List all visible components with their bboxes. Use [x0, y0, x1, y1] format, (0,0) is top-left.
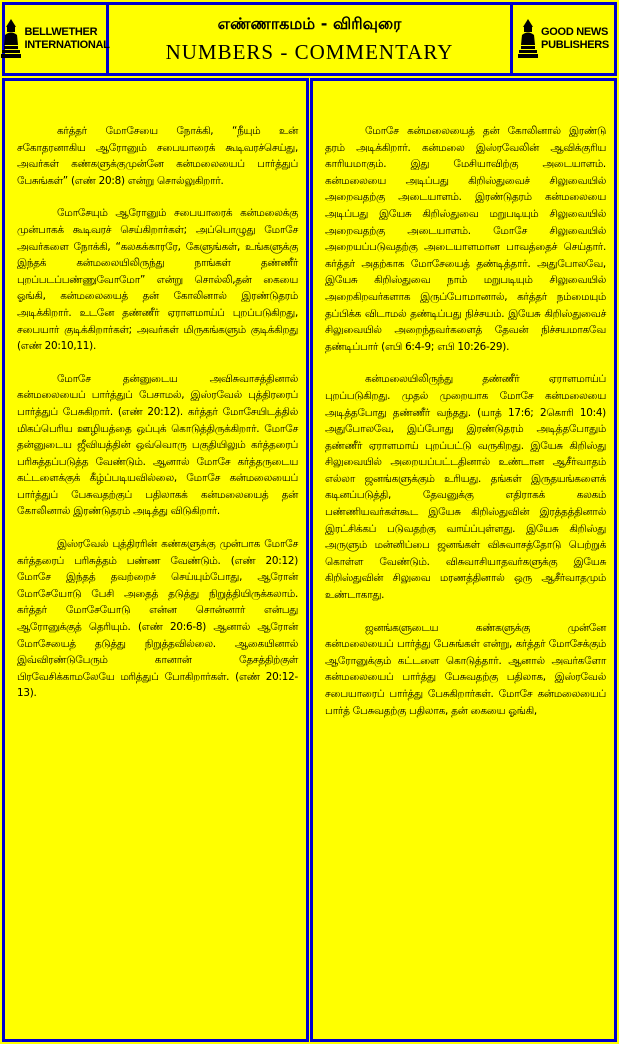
- bell-tower-icon: [518, 19, 538, 59]
- bellwether-logo: [5, 5, 109, 73]
- paragraph: கர்த்தர் மோசேயை நோக்கி, “நீயும் உன் சகோதரனாகிய ஆரோனும் சபையாரைக் கூடிவரச்செய்து, அவர்கள் கண்களுக்குமுன்னே கன்மலையைப் பார்த்துப் பேசுங்கள்” (எண் 20:8) என்று சொல்லுகிறார்.: [17, 125, 298, 187]
- right-logo-line2: PUBLISHERS: [541, 39, 609, 51]
- right-logo-line1: GOOD NEWS: [541, 26, 609, 38]
- right-column: [310, 78, 617, 1042]
- title-english: NUMBERS - COMMENTARY: [165, 40, 454, 64]
- page-header: [2, 2, 617, 76]
- left-logo-line2: INTERNATIONAL: [24, 39, 110, 51]
- paragraph: மோசேயும் ஆரோனும் சபையாரைக் கன்மலைக்கு முன்பாகக் கூடிவரச் செய்கிறார்கள்; அப்பொழுது மோசே அவர்களை நோக்கி, “கலகக்காரரே, கேளுங்கள், உங்களுக்கு இந்தக் கன்மலையிலிருந்து நாங்கள் தண்ணீர் புறப்படப்பண்ணுவோமோ” என்று சொல்லி,தன் கையை ஓங்கி, கன்மலையைத் தன் கோலினால் இரண்டுதரம் அடிக்கிறார். உடனே தண்ணீர் ஏராளமாய்ப் புறப்படுகிறது, சபையார் குடிக்கிறார்கள்; அவர்கள் மிருகங்களும் குடிக்கிறது (எண் 20:10,11).: [17, 207, 298, 353]
- paragraph: இஸ்ரவேல் புத்திரரின் கண்களுக்கு முன்பாக மோசே கர்த்தரைப் பரிசுத்தம் பண்ண வேண்டும். (எண் 20:12) மோசே இந்தத் தவற்றைச் செய்யும்போது, ஆரோன் மோசேயோடு பேசி அதைத் தடுத்து நிறுத்தியிருக்கலாம். கர்த்தர் மோசேயோடு என்ன சொன்னார் என்பது ஆரோனுக்குத் தெரியும். (எண் 20:6-8) ஆனால் ஆரோன் மோசேயைத் தடுத்து நிறுத்தவில்லை. ஆகையினால் இவ்விரண்டுபேரும் கானான் தேசத்திற்குள் பிரவேசிக்காமலேயே மரித்துப் போகிறார்கள். (எண் 20:12-13).: [17, 538, 298, 700]
- title-tamil: எண்ணாகமம் - விரிவுரை: [217, 14, 402, 33]
- left-column: [2, 78, 309, 1042]
- paragraph: மோசே கன்மலையைத் தன் கோலினால் இரண்டு தரம் அடிக்கிறார். கன்மலை இஸ்ரவேலின் ஆவிக்குரிய காரியமாகும். இது மேசியாவிற்கு அடையாளம். கன்மலையை அடிப்பது கிறிஸ்துவைச் சிலுவையில் அறைவதற்கு அடையாளம். இரண்டுதரம் கன்மலையை அடிப்பது இயேசு கிறிஸ்துவை மறுபடியும் சிலுவையில் அறைவதற்கு அடையாளம். மோசே சிலுவையில் அறையப்படுவதற்கு அடையாளமான பாவத்தைச் செய்தார். கர்த்தர் அதற்காக மோசேயைத் தண்டித்தார். அதுபோலவே, இயேசு கிறிஸ்துவை நாம் மறுபடியும் சிலுவையில் அறைகிறவர்களாக இருப்போமானால், கர்த்தர் நம்மையும் தப்பிக்க விடாமல் தண்டிப்பது நிச்சயம். இயேசு கிறிஸ்துவைச் சிலுவையில் அறைந்தவர்களைத் தேவன் நிச்சயமாகவே தண்டிப்பார் (எபி 6:4-9; எபி 10:26-29).: [325, 125, 606, 353]
- paragraph: ஜனங்களுடைய கண்களுக்கு முன்னே கன்மலையைப் பார்த்து பேசுங்கள் என்று, கர்த்தர் மோசேக்கும் ஆரோனுக்கும் கட்டளை கொடுத்தார். ஆனால் அவர்களோ கன்மலையைப் பார்த்து பேசுவதற்கு பதிலாக, இஸ்ரவேல் சபையாரைப் பார்த்து பேசுகிறார்கள். மோசே கன்மலையைப் பார்த் பேசுவதற்கு பதிலாக, தன் கையை ஓங்கி,: [325, 621, 606, 717]
- left-logo-line1: BELLWETHER: [24, 26, 98, 38]
- title-area: [112, 5, 507, 73]
- bell-tower-icon: [1, 19, 21, 59]
- paragraph: மோசே தன்னுடைய அவிசுவாசத்தினால் கன்மலையைப் பார்த்துப் பேசாமல், இஸ்ரவேல் புத்திரரைப் பார்த்துப் பேசுகிறார். (எண் 20:12). கர்த்தர் மோசேயிடத்தில் மிகப்பெரிய ஊழியத்தை ஒப்புக் கொடுத்திருக்கிறார். மோசே தன்னுடைய ஜீவியத்தின் ஒவ்வொரு பகுதியிலும் கர்த்தரைப் பரிசுத்தப்படுத்த வேண்டும். ஆனால் மோசே கர்த்தருடைய கட்டளைக்குக் கீழ்ப்படியவில்லை, மோசே கன்மலையைப் பார்த்துப் பேசுவதற்குப் பதிலாகக் கன்மலையைத் தன் கோலினால் இரண்டுதரம் அடித்து விடுகிறார்.: [17, 372, 298, 518]
- good-news-logo: [510, 5, 614, 73]
- paragraph: கன்மலையிலிருந்து தண்ணீர் ஏராளமாய்ப் புறப்படுகிறது. முதல் முறையாக மோசே கன்மலையை அடித்தபோது தண்ணீர் வந்தது. (யாத் 17:6; 2கொரி 10:4) அதுபோலவே, இப்போது இரண்டுதரம் அடித்தபோதும் தண்ணீர் ஏராளமாய் புறப்பட்டு வருகிறது. இயேசு கிறிஸ்து சிலுவையில் அறையப்பட்டதினால் உண்டான ஆசீர்வாதம் எல்லா ஜனங்களுக்கும் உரியது. தங்கள் இருதயங்களைக் கடினப்படுத்தி, தேவனுக்கு எதிராகக் கலகம் பண்ணியவர்கள்கூட இயேசு கிறிஸ்துவின் இரத்தத்தினால் இரட்சிக்கப் படுவதற்கு வாய்ப்புள்ளது. இயேசு கிறிஸ்து அருளும் மன்னிப்பை ஜனங்கள் விசுவாசத்தோடு பெற்றுக் கொள்ள வேண்டும். விசுவாசியாதவர்களுக்கு இயேசு கிறிஸ்துவின் சிலுவை மரணத்தினால் ஒரு ஆசீர்வாதமும் உண்டாகாது.: [325, 373, 606, 602]
